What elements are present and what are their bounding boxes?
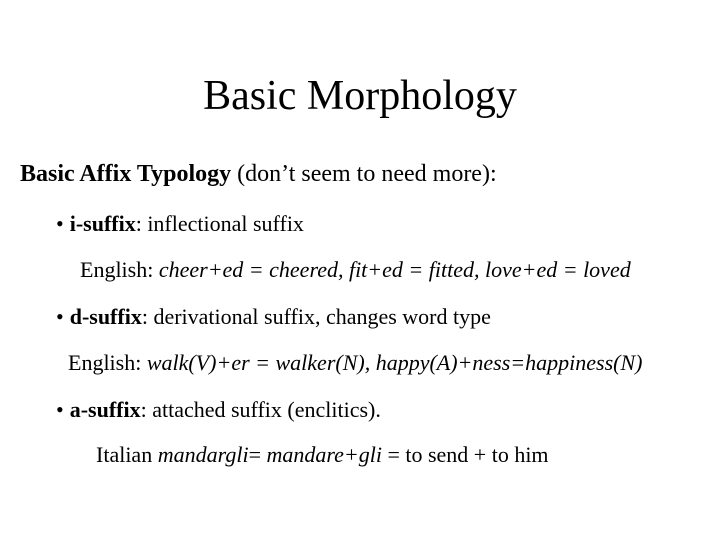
term-d-suffix: d-suffix xyxy=(69,304,142,329)
bullet-icon: • xyxy=(56,397,64,422)
example-italic-2: mandare+gli xyxy=(266,442,382,467)
bullet-a-suffix xyxy=(56,396,381,424)
example-italic: cheer+ed = cheered, fit+ed = fitted, love+ed = loved xyxy=(158,257,631,282)
example-italic: walk(V)+er = walker(N), happy(A)+ness=happiness(N) xyxy=(146,350,643,375)
example-a-suffix xyxy=(96,441,549,469)
example-prefix: English: xyxy=(68,350,147,375)
example-i-suffix xyxy=(80,256,631,284)
definition-i-suffix: : inflectional suffix xyxy=(135,211,304,236)
example-suffix: = to send + to him xyxy=(381,442,549,467)
heading-bold: Basic Affix Typology xyxy=(20,161,232,187)
example-prefix: English: xyxy=(80,257,159,282)
section-heading xyxy=(20,160,497,188)
slide-title: Basic Morphology xyxy=(203,73,517,119)
term-a-suffix: a-suffix xyxy=(69,397,141,422)
bullet-i-suffix xyxy=(56,210,304,238)
definition-a-suffix: : attached suffix (enclitics). xyxy=(140,397,381,422)
definition-d-suffix: : derivational suffix, changes word type xyxy=(141,304,491,329)
term-i-suffix: i-suffix xyxy=(69,211,136,236)
example-d-suffix xyxy=(68,349,642,377)
example-middle: = xyxy=(248,442,267,467)
heading-rest: (don’t seem to need more): xyxy=(231,161,497,187)
bullet-d-suffix xyxy=(56,303,491,331)
example-italic: mandargli xyxy=(157,442,249,467)
example-prefix: Italian xyxy=(96,442,158,467)
bullet-icon: • xyxy=(56,211,64,236)
bullet-icon: • xyxy=(56,304,64,329)
